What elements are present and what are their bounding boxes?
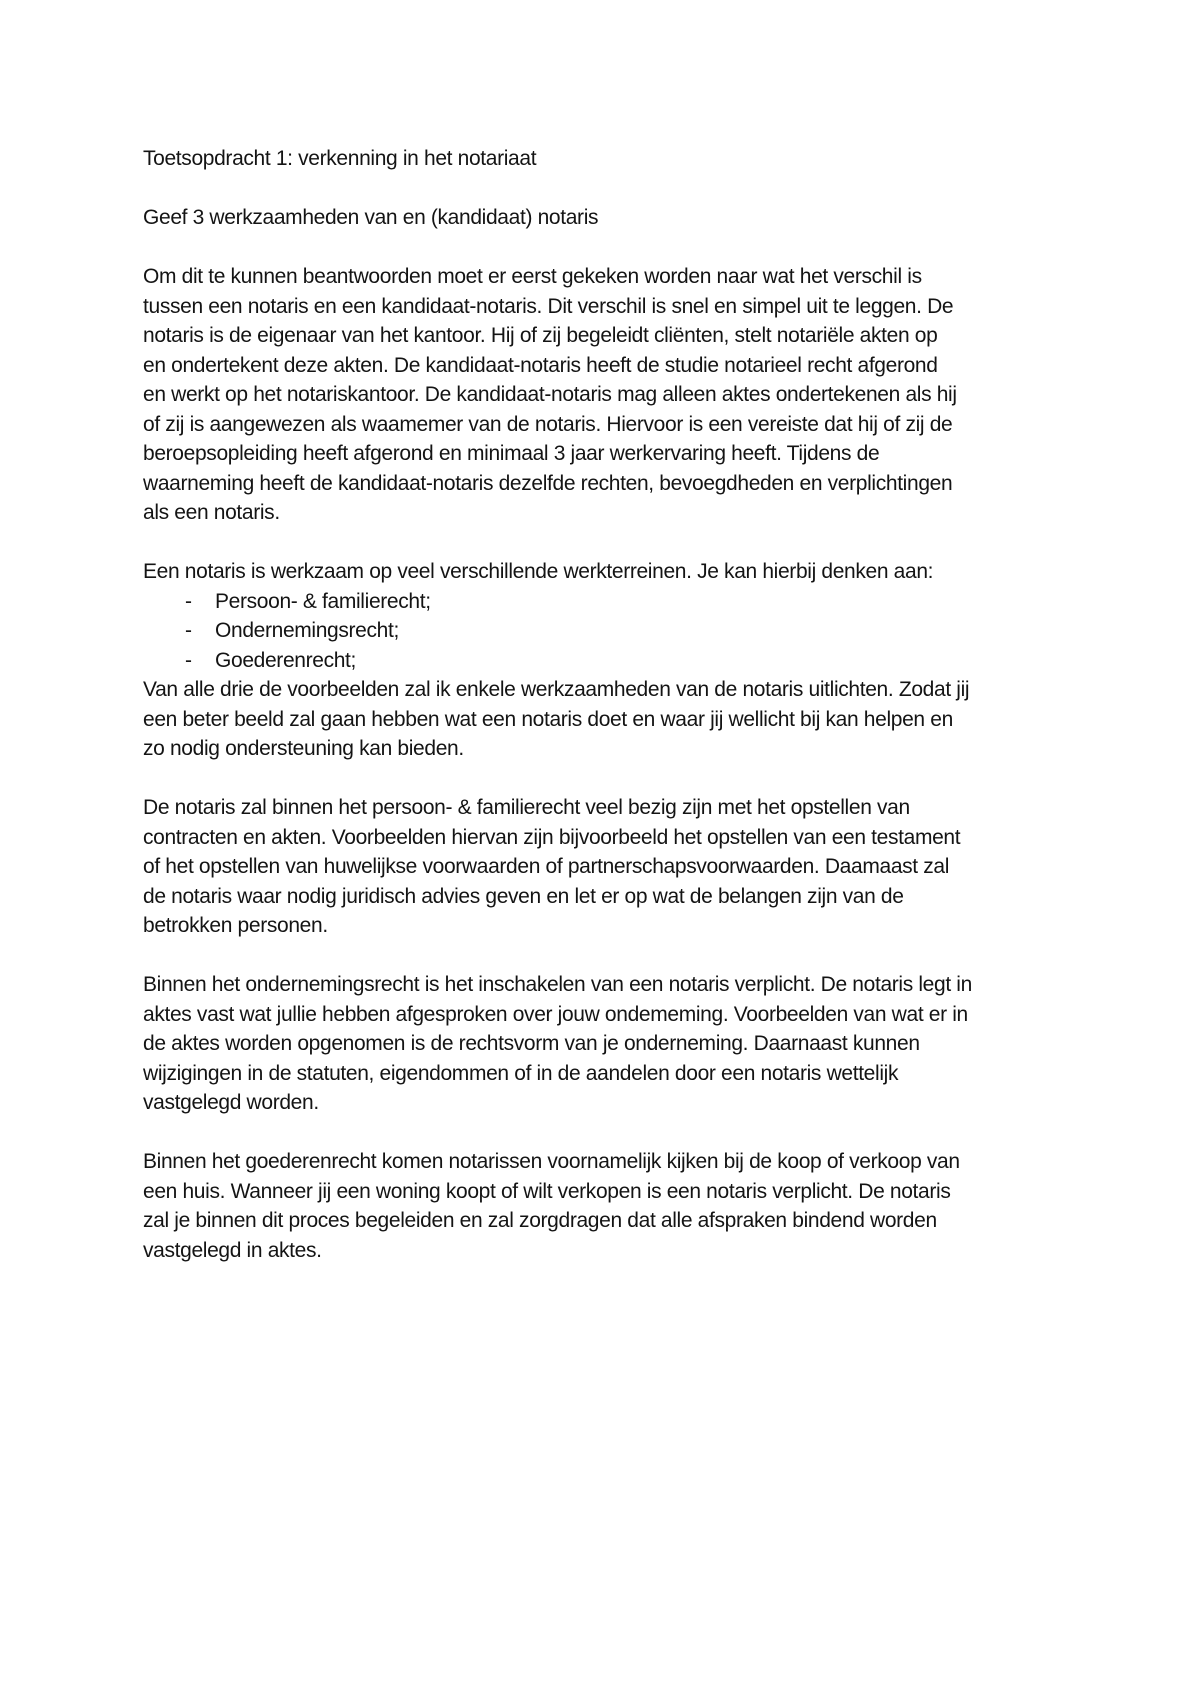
list-dash: -: [185, 648, 192, 672]
areas-outro-line: zo nodig ondersteuning kan bieden.: [143, 737, 464, 760]
property-law-paragraph: [143, 1147, 1073, 1265]
intro-paragraph: [143, 262, 1073, 528]
property-law-line: een huis. Wanneer jij een woning koopt of wilt verkopen is een notaris verplicht. De notaris: [143, 1179, 951, 1203]
intro-line: notaris is de eigenaar van het kantoor. Hij of zij begeleidt cliënten, stelt notariële akten op: [143, 324, 938, 347]
question-block: [143, 203, 1073, 233]
document-page: [143, 144, 1073, 1295]
business-law-line: de aktes worden opgenomen is de rechtsvorm van je onderneming. Daarnaast kunnen: [143, 1032, 920, 1055]
family-law-line: betrokken personen.: [143, 914, 328, 937]
document-title: Toetsopdracht 1: verkenning in het notariaat: [143, 147, 537, 170]
intro-line: als een notaris.: [143, 501, 280, 524]
business-law-line: wijzigingen in de statuten, eigendommen of in de aandelen door een notaris wettelijk: [143, 1061, 899, 1085]
areas-list: [143, 587, 1073, 676]
business-law-line: aktes vast wat jullie hebben afgesproken over jouw ondememing. Voorbeelden van wat er in: [143, 1002, 968, 1026]
intro-line: of zij is aangewezen als waamemer van de notaris. Hiervoor is een vereiste dat hij of zij de: [143, 412, 953, 436]
intro-line: en ondertekent deze akten. De kandidaat-notaris heeft de studie notarieel recht afgerond: [143, 353, 938, 377]
business-law-paragraph: [143, 970, 1073, 1118]
family-law-line: de notaris waar nodig juridisch advies geven en let er op wat de belangen zijn van de: [143, 884, 904, 908]
areas-intro: Een notaris is werkzaam op veel verschillende werkterreinen. Je kan hierbij denken aan:: [143, 560, 934, 583]
intro-line: Om dit te kunnen beantwoorden moet er eerst gekeken worden naar wat het verschil is: [143, 265, 922, 288]
property-law-line: Binnen het goederenrecht komen notarissen voornamelijk kijken bij de koop of verkoop van: [143, 1150, 960, 1173]
intro-line: waarneming heeft de kandidaat-notaris dezelfde rechten, bevoegdheden en verplichtingen: [143, 471, 953, 495]
areas-paragraph: [143, 557, 1073, 764]
family-law-line: contracten en akten. Voorbeelden hiervan zijn bijvoorbeeld het opstellen van een testament: [143, 825, 961, 849]
list-item: [143, 616, 1073, 646]
family-law-paragraph: [143, 793, 1073, 941]
list-item-label: Ondernemingsrecht;: [215, 619, 399, 642]
intro-line: beroepsopleiding heeft afgerond en minimaal 3 jaar werkervaring heeft. Tijdens de: [143, 442, 880, 465]
question-text: Geef 3 werkzaamheden van en (kandidaat) notaris: [143, 206, 599, 229]
areas-outro-line: een beter beeld zal gaan hebben wat een notaris doet en waar jij wellicht bij kan helpen en: [143, 707, 953, 731]
intro-line: en werkt op het notariskantoor. De kandidaat-notaris mag alleen aktes ondertekenen als hij: [143, 383, 957, 406]
family-law-line: De notaris zal binnen het persoon- & familierecht veel bezig zijn met het opstellen van: [143, 796, 910, 819]
document-title-block: [143, 144, 1073, 174]
family-law-line: of het opstellen van huwelijkse voorwaarden of partnerschapsvoorwaarden. Daamaast zal: [143, 855, 950, 878]
list-item: [143, 587, 1073, 617]
intro-line: tussen een notaris en een kandidaat-notaris. Dit verschil is snel en simpel uit te leggen. De: [143, 294, 954, 318]
property-law-line: zal je binnen dit proces begeleiden en zal zorgdragen dat alle afspraken bindend worden: [143, 1209, 937, 1232]
list-dash: -: [185, 619, 192, 642]
property-law-line: vastgelegd in aktes.: [143, 1238, 322, 1262]
business-law-line: Binnen het ondernemingsrecht is het inschakelen van een notaris verplicht. De notaris legt in: [143, 973, 972, 996]
list-item-label: Persoon- & familierecht;: [215, 589, 431, 613]
list-item: [143, 646, 1073, 676]
business-law-line: vastgelegd worden.: [143, 1091, 319, 1114]
list-dash: -: [185, 589, 192, 613]
areas-outro-line: Van alle drie de voorbeelden zal ik enkele werkzaamheden van de notaris uitlichten. Zodat jij: [143, 678, 970, 701]
list-item-label: Goederenrecht;: [215, 648, 357, 672]
